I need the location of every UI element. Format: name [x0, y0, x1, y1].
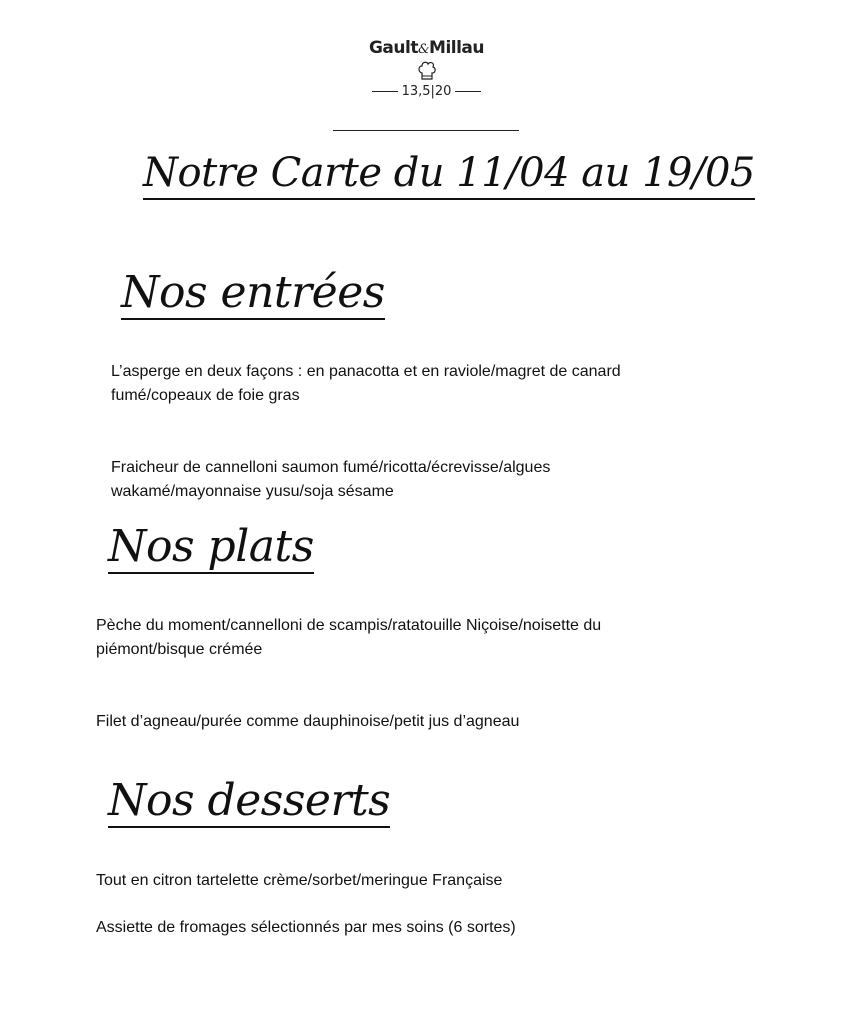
- logo-brand-right: Millau: [429, 38, 485, 58]
- dish-dessert-2: Assiette de fromages sélectionnés par mes soins (6 sortes): [96, 919, 516, 936]
- dish-entree-1: L’asperge en deux façons : en panacotta et en raviole/magret de canard fumé/copeaux de foie gras: [111, 363, 621, 404]
- logo-rule-left: [372, 91, 398, 92]
- section-heading-plats: Nos plats: [108, 521, 314, 572]
- dish-entree-2: Fraicheur de cannelloni saumon fumé/ricotta/écrevisse/algues wakamé/mayonnaise yusu/soja sésame: [111, 459, 551, 500]
- menu-title: Notre Carte du 11/04 au 19/05: [143, 150, 755, 200]
- dish-plat-2: Filet d’agneau/purée comme dauphinoise/petit jus d’agneau: [96, 713, 520, 730]
- section-heading-entrees: Nos entrées: [121, 267, 385, 318]
- logo-brand-left: Gault: [368, 38, 418, 58]
- logo-score-row: [0, 84, 853, 99]
- chef-toque-icon: [417, 60, 437, 82]
- logo-brand-amp: &: [417, 42, 430, 57]
- dish-plat-1: Pèche du moment/cannelloni de scampis/ratatouille Niçoise/noisette du piémont/bisque crémée: [96, 617, 602, 658]
- logo-rule-right: [455, 91, 481, 92]
- gault-millau-logo: [0, 38, 853, 99]
- section-heading-desserts: Nos desserts: [108, 775, 391, 826]
- top-divider: [333, 130, 519, 131]
- logo-score: 13,5|20: [401, 84, 452, 99]
- dish-dessert-1: Tout en citron tartelette crème/sorbet/meringue Française: [96, 872, 503, 889]
- logo-brand: [0, 38, 853, 58]
